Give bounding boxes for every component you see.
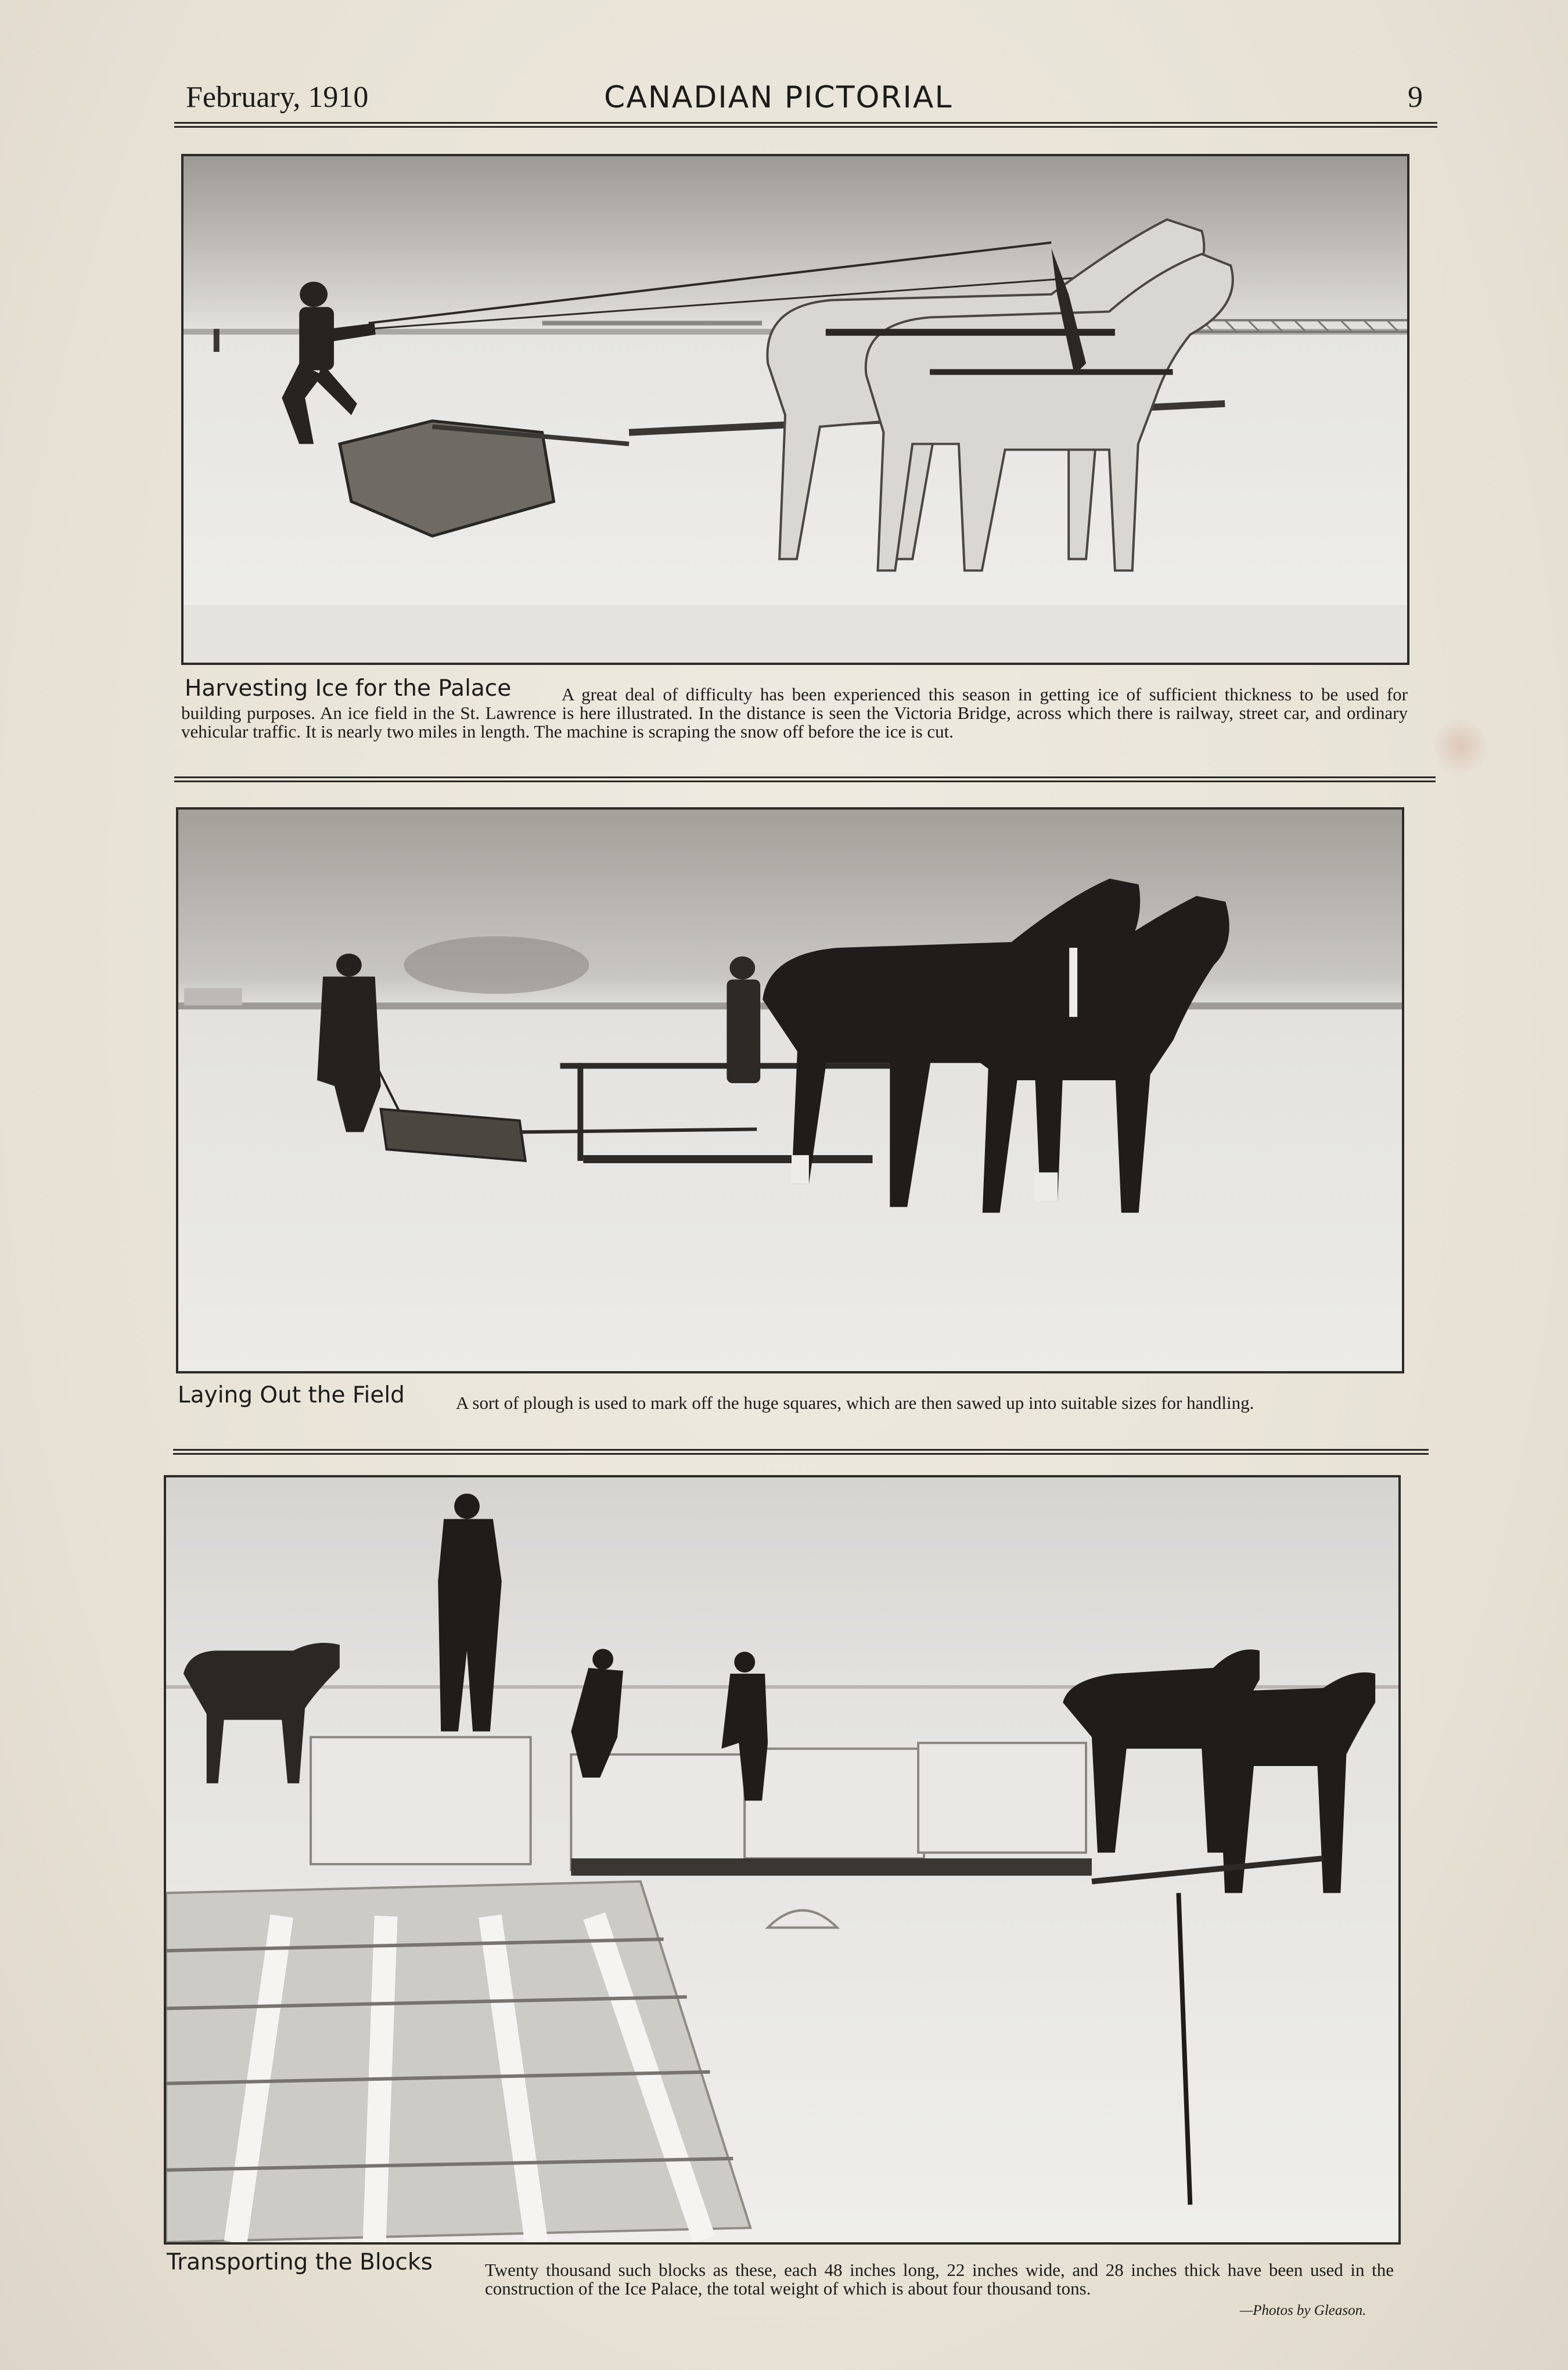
section-rule-1 <box>174 776 1436 782</box>
paper-stain <box>1434 714 1487 778</box>
caption-title-transporting: Transporting the Blocks <box>167 2249 433 2275</box>
caption-text-harvesting: A great deal of difficulty has been experienced this season in getting ice of sufficient thickness to be used for building purposes. An ice field in the St. Lawrence is here illustrated. In the distance is seen the Victoria Bridge, across which there is railway, street car, and ordinary vehicular traffic. It is nearly two miles in length. The machine is scraping the snow off before the ice is cut. <box>181 684 1408 742</box>
page-header <box>174 80 1440 127</box>
caption-title-laying-out: Laying Out the Field <box>178 1382 405 1408</box>
page-number: 9 <box>1408 81 1423 114</box>
caption-title-harvesting: Harvesting Ice for the Palace <box>185 675 512 702</box>
transporting-blocks-image <box>166 1477 1398 2242</box>
caption-text-transporting: Twenty thousand such blocks as these, each 48 inches long, 22 inches wide, and 28 inches thick have been used in the construction of the Ice Palace, the total weight of which is about four thousand tons. <box>485 2260 1394 2299</box>
caption-text-laying-out: A sort of plough is used to mark off the huge squares, which are then sawed up into suitable sizes for handling. <box>456 1393 1254 1413</box>
magazine-title: CANADIAN PICTORIAL <box>604 80 953 115</box>
header-rule <box>174 122 1437 128</box>
harvesting-ice-image <box>184 156 1407 663</box>
photo-transporting-blocks <box>164 1475 1401 2245</box>
issue-date: February, 1910 <box>186 81 369 114</box>
photo-credit: —Photos by Gleason. <box>1240 2303 1366 2318</box>
section-rule-2 <box>173 1449 1429 1455</box>
laying-out-field-image <box>178 810 1402 1371</box>
photo-laying-out-field <box>176 807 1404 1373</box>
photo-harvesting-ice <box>181 154 1409 665</box>
